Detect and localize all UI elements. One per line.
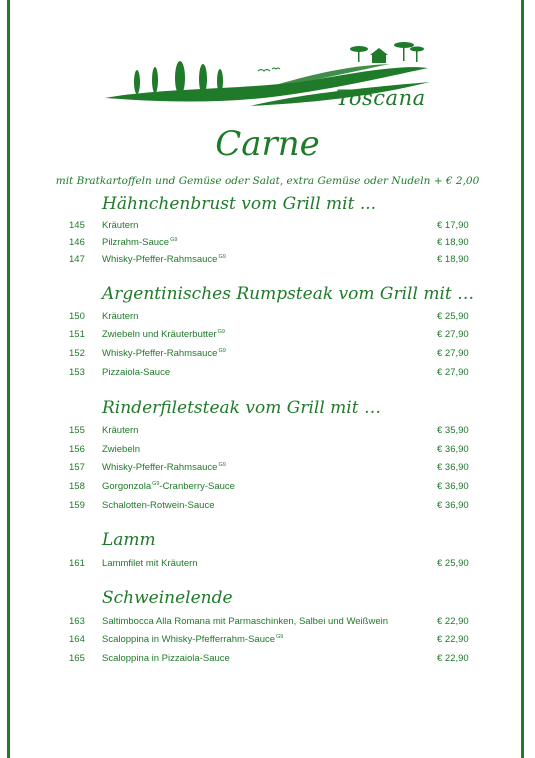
item-name: Scaloppina in Whisky-Pfefferrahm-Sauce$^{G9}$: [102, 634, 284, 645]
menu-item: [0, 254, 535, 268]
menu-item: [0, 481, 535, 495]
item-name: Kräutern: [102, 220, 139, 231]
page-subtitle: mit Bratkartoffeln und Gemüse oder Salat, extra Gemüse oder Nudeln + € 2,00: [55, 175, 480, 187]
item-price: € 25,90: [437, 311, 469, 322]
item-price: € 22,90: [437, 653, 469, 664]
item-name: Gorgonzola$^{G9}$-Cranberry-Sauce: [102, 481, 235, 492]
brand-name: Toscana: [336, 86, 426, 110]
item-number: 161: [69, 558, 85, 569]
allergen-code: G9: [170, 237, 178, 243]
menu-item: [0, 237, 535, 251]
item-price: € 36,90: [437, 500, 469, 511]
item-name: Whisky-Pfeffer-Rahmsauce$^{G9}$: [102, 348, 226, 359]
menu-item: [0, 220, 535, 234]
section-title-rinderfiletsteak: Rinderfiletsteak vom Grill mit …: [102, 398, 381, 418]
menu-item: [0, 311, 535, 325]
item-number: 159: [69, 500, 85, 511]
item-name: Pilzrahm-Sauce$^{G9}$: [102, 237, 178, 248]
allergen-code: G9: [218, 462, 226, 468]
item-number: 157: [69, 462, 85, 473]
allergen-code: G9: [218, 348, 226, 354]
allergen-code: G9: [152, 481, 160, 487]
item-price: € 25,90: [437, 558, 469, 569]
item-price: € 35,90: [437, 425, 469, 436]
section-title-haehnchenbrust: Hähnchenbrust vom Grill mit ...: [102, 194, 377, 214]
item-number: 156: [69, 444, 85, 455]
menu-item: [0, 348, 535, 362]
item-number: 164: [69, 634, 85, 645]
menu-item: [0, 500, 535, 514]
allergen-code: G9: [276, 634, 284, 640]
item-number: 155: [69, 425, 85, 436]
section-title-rumpsteak: Argentinisches Rumpsteak vom Grill mit …: [102, 284, 475, 304]
menu-item: [0, 653, 535, 667]
menu-item: [0, 462, 535, 476]
item-number: 152: [69, 348, 85, 359]
item-number: 145: [69, 220, 85, 231]
item-price: € 36,90: [437, 462, 469, 473]
menu-item: [0, 367, 535, 381]
allergen-code: G9: [218, 254, 226, 260]
page-title: Carne: [215, 124, 320, 164]
item-name: Kräutern: [102, 311, 139, 322]
item-name: Whisky-Pfeffer-Rahmsauce$^{G9}$: [102, 462, 226, 473]
item-name: Zwiebeln: [102, 444, 141, 455]
item-number: 163: [69, 616, 85, 627]
item-name: Kräutern: [102, 425, 139, 436]
menu-item: [0, 329, 535, 343]
item-price: € 18,90: [437, 237, 469, 248]
item-price: € 27,90: [437, 367, 469, 378]
item-price: € 36,90: [437, 481, 469, 492]
item-name: Scaloppina in Pizzaiola-Sauce: [102, 653, 230, 664]
allergen-code: G9: [217, 329, 225, 335]
menu-item: [0, 616, 535, 630]
item-price: € 22,90: [437, 634, 469, 645]
item-price: € 27,90: [437, 329, 469, 340]
item-number: 147: [69, 254, 85, 265]
item-number: 165: [69, 653, 85, 664]
menu-item: [0, 634, 535, 648]
menu-item: [0, 444, 535, 458]
item-number: 153: [69, 367, 85, 378]
item-name: Zwiebeln und Kräuterbutter$^{G9}$: [102, 329, 225, 340]
item-number: 158: [69, 481, 85, 492]
item-name: Whisky-Pfeffer-Rahmsauce$^{G9}$: [102, 254, 226, 265]
item-price: € 18,90: [437, 254, 469, 265]
menu-item: [0, 425, 535, 439]
item-name: Saltimbocca Alla Romana mit Parmaschinken, Salbei und Weißwein: [102, 616, 389, 627]
item-price: € 22,90: [437, 616, 469, 627]
item-number: 150: [69, 311, 85, 322]
item-name: Pizzaiola-Sauce: [102, 367, 171, 378]
item-name: Lammfilet mit Kräutern: [102, 558, 198, 569]
item-name: Schalotten-Rotwein-Sauce: [102, 500, 215, 511]
item-number: 151: [69, 329, 85, 340]
menu-item: [0, 558, 535, 572]
item-price: € 17,90: [437, 220, 469, 231]
section-title-schweinelende: Schweinelende: [102, 588, 233, 608]
item-price: € 36,90: [437, 444, 469, 455]
item-price: € 27,90: [437, 348, 469, 359]
item-number: 146: [69, 237, 85, 248]
section-title-lamm: Lamm: [102, 530, 156, 550]
